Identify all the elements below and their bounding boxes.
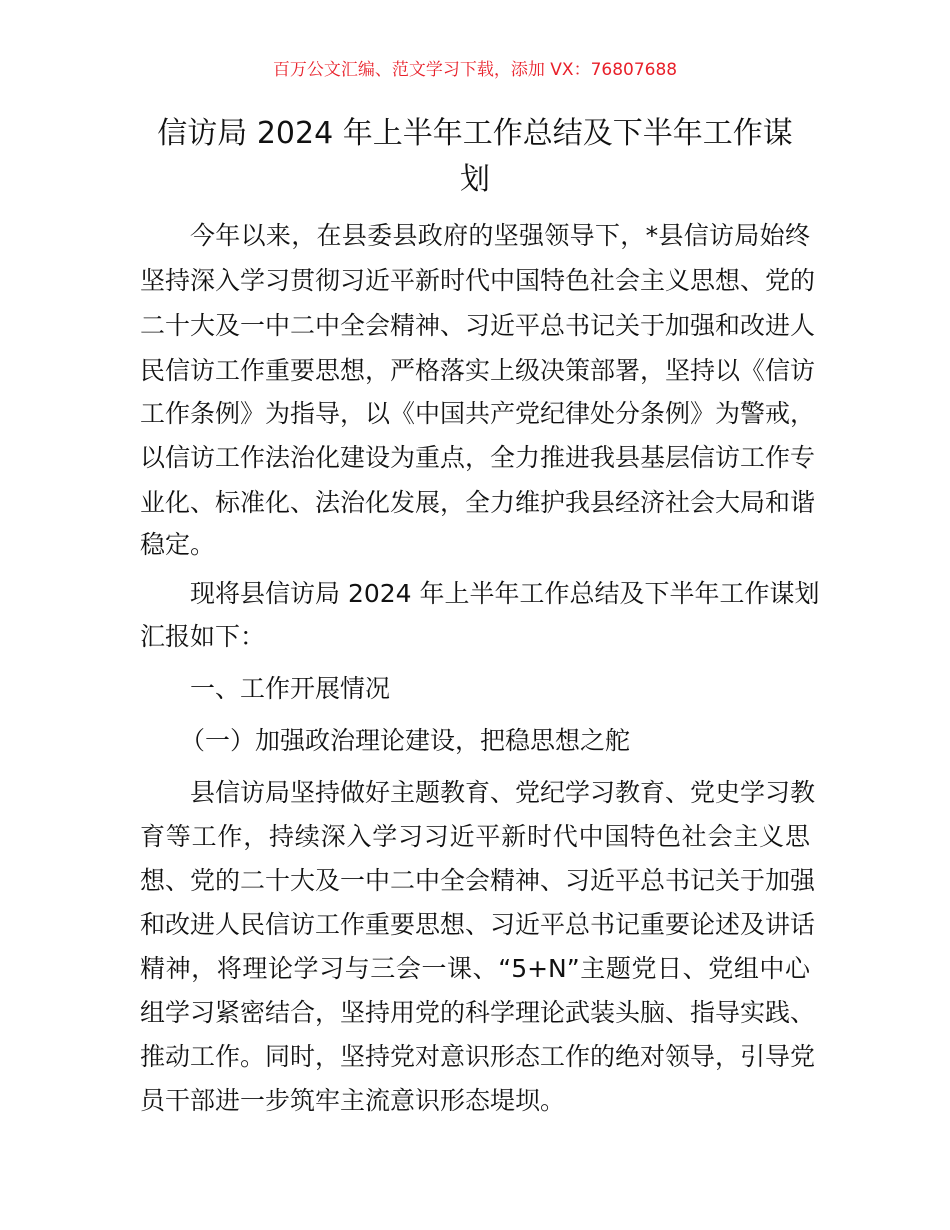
text-line: 组学习紧密结合，坚持用党的科学理论武装头脑、指导实践、 [140,998,816,1027]
text-line: 坚持深入学习贯彻习近平新时代中国特色社会主义思想、党的 [140,266,816,295]
text-line: 现将县信访局 2024 年上半年工作总结及下半年工作谋划 [190,579,820,608]
text-line: 想、党的二十大及一中二中全会精神、习近平总书记关于加强 [140,866,816,895]
text-line: 工作条例》为指导，以《中国共产党纪律处分条例》为警戒， [140,399,816,428]
text-line: 民信访工作重要思想，严格落实上级决策部署，坚持以《信访 [140,356,816,385]
text-line: 以信访工作法治化建设为重点，全力推进我县基层信访工作专 [140,443,816,472]
text-line: 和改进人民信访工作重要思想、习近平总书记重要论述及讲话 [140,910,816,939]
watermark-header: 百万公文汇编、范文学习下载，添加 VX：76807688 [272,60,678,80]
text-line: 业化、标准化、法治化发展，全力维护我县经济社会大局和谐 [140,488,816,517]
text-line: 二十大及一中二中全会精神、习近平总书记关于加强和改进人 [140,311,816,340]
subsection-heading: （一）加强政治理论建设，把稳思想之舵 [180,726,631,755]
text-line: 县信访局坚持做好主题教育、党纪学习教育、党史学习教 [190,778,816,807]
text-line: 稳定。 [140,530,216,559]
text-line: 今年以来，在县委县政府的坚强领导下，*县信访局始终 [190,221,810,250]
document-title-line-1: 信访局 2024 年上半年工作总结及下半年工作谋 [157,116,793,151]
section-heading: 一、工作开展情况 [190,674,391,703]
text-line: 推动工作。同时，坚持党对意识形态工作的绝对领导，引导党 [140,1042,816,1071]
text-line: 育等工作，持续深入学习习近平新时代中国特色社会主义思 [140,822,810,851]
text-line: 汇报如下： [140,622,266,651]
document-title-line-2: 划 [460,162,490,197]
text-line: 员干部进一步筑牢主流意识形态堤坝。 [140,1086,566,1115]
text-line: 精神，将理论学习与三会一课、“5+N”主题党日、党组中心 [140,954,810,983]
